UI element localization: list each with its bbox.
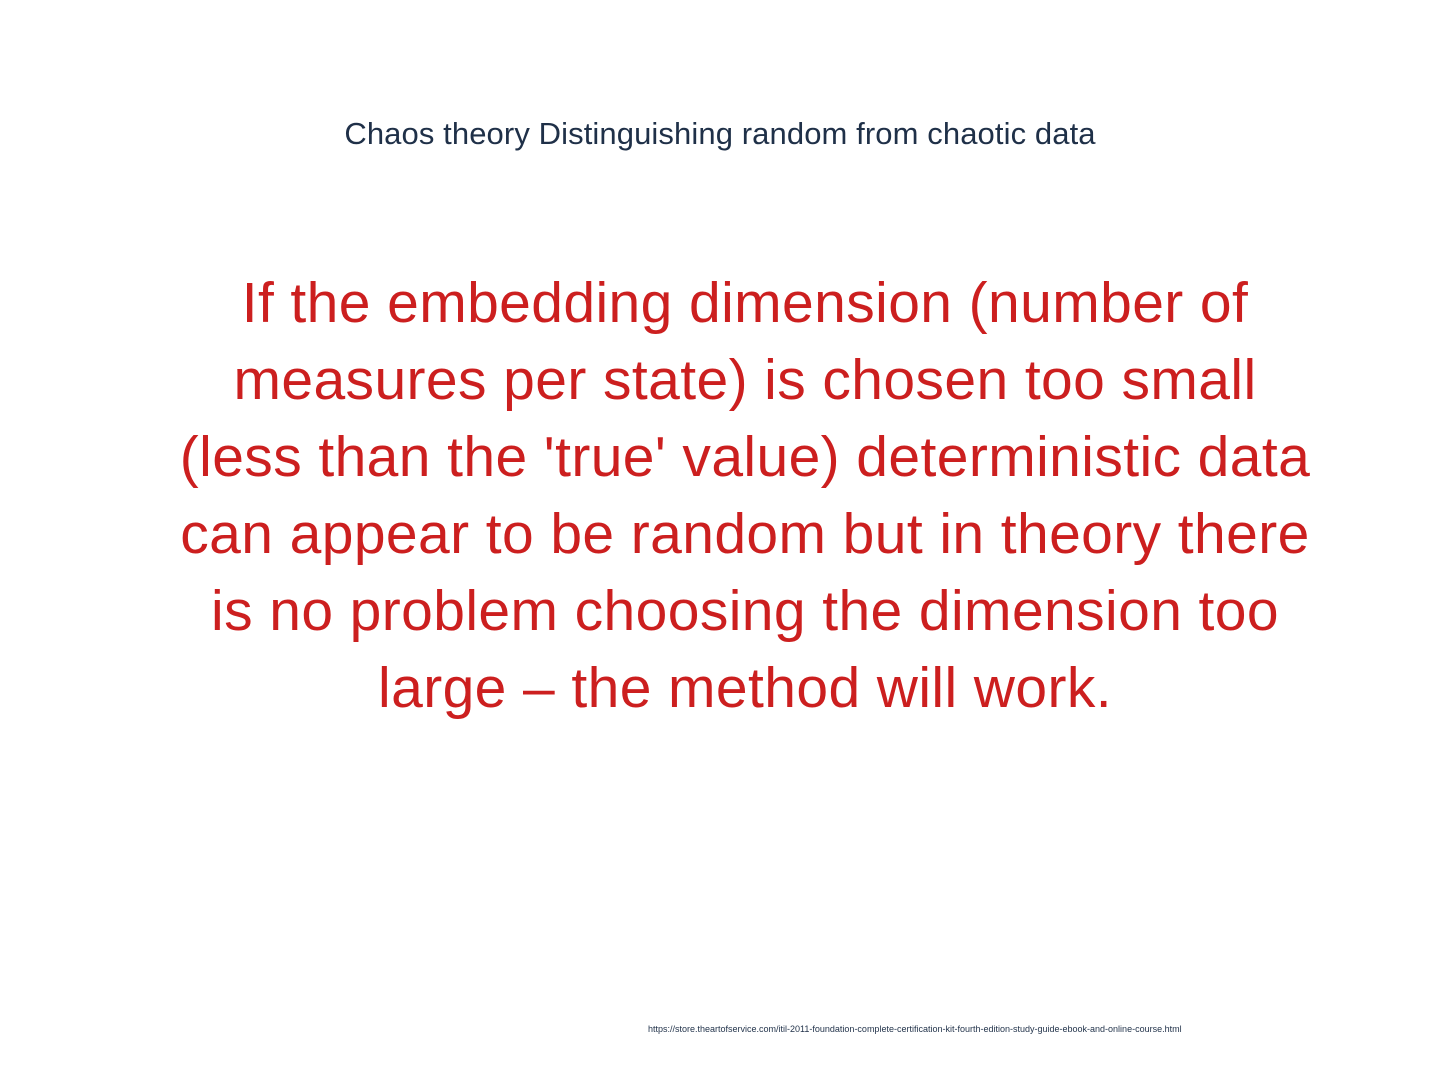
slide-title: Chaos theory Distinguishing random from chaotic data: [344, 116, 1096, 151]
slide-body-text: If the embedding dimension (number of measures per state) is chosen too small (less than the 'true' value) deterministic data can appear to be random but in theory there is no problem choosing the dimension too large – the method will work.: [179, 271, 1311, 720]
footer-source-url: https://store.theartofservice.com/itil-2011-foundation-complete-certification-kit-fourth-edition-study-guide-ebook-and-online-course.html: [648, 1024, 1182, 1034]
